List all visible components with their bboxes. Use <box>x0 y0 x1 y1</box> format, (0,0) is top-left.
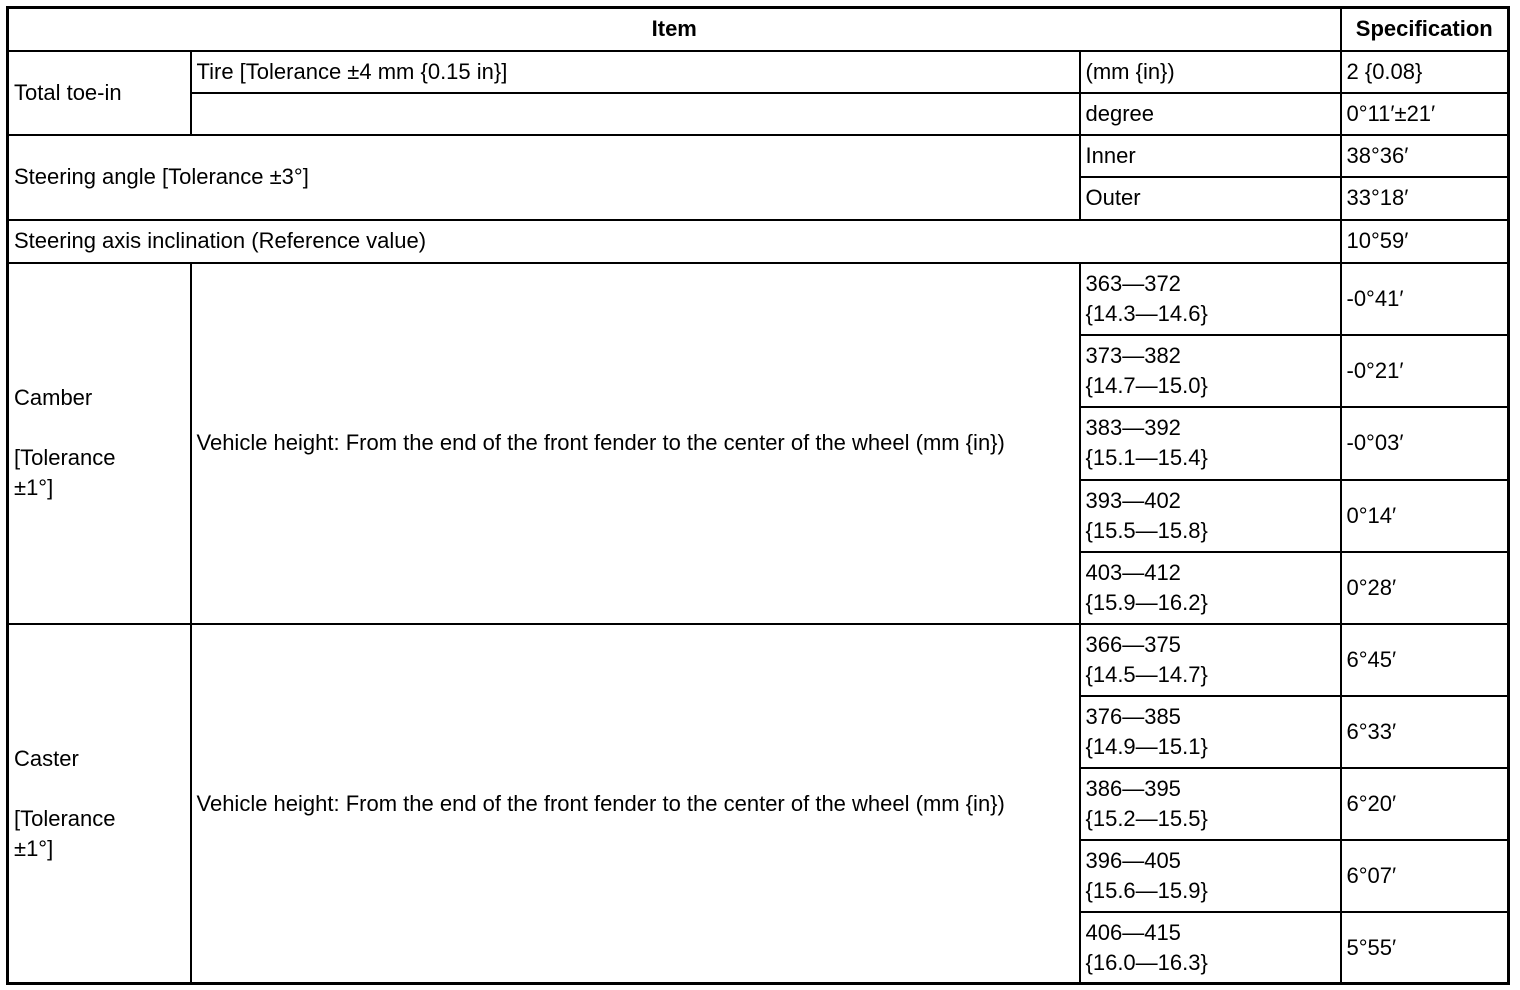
camber-height-text: 403—412 {15.9—16.2} <box>1085 559 1208 615</box>
camber-height <box>1080 335 1341 407</box>
caster-height-text: 396—405 {15.6—15.9} <box>1085 848 1208 904</box>
axis-inclination-label: Steering axis inclination (Reference value) <box>8 220 1341 263</box>
camber-height <box>1080 480 1341 552</box>
caster-height-text: 376—385 {14.9—15.1} <box>1085 704 1208 760</box>
toe-in-value-degree: 0°11′±21′ <box>1341 93 1509 135</box>
caster-label <box>8 624 191 984</box>
camber-height-text: 393—402 {15.5—15.8} <box>1085 487 1208 543</box>
toe-in-row-degree <box>8 93 1509 135</box>
caster-label-text: Caster [Tolerance ±1°] <box>14 745 116 861</box>
caster-height <box>1080 840 1341 912</box>
header-row <box>8 8 1509 51</box>
camber-label-text: Camber [Tolerance ±1°] <box>14 385 116 501</box>
toe-in-row-mm <box>8 51 1509 93</box>
camber-height <box>1080 407 1341 480</box>
camber-value: 0°28′ <box>1341 552 1509 624</box>
toe-in-unit-degree: degree <box>1080 93 1341 135</box>
caster-height <box>1080 624 1341 696</box>
toe-in-label: Total toe-in <box>8 51 191 135</box>
toe-in-unit-mm: (mm {in}) <box>1080 51 1341 93</box>
steering-angle-inner-value: 38°36′ <box>1341 135 1509 177</box>
camber-condition: Vehicle height: From the end of the front fender to the center of the wheel (mm {in}) <box>191 263 1080 624</box>
specification-table <box>6 6 1510 985</box>
caster-height-text: 366—375 {14.5—14.7} <box>1085 632 1208 688</box>
header-specification: Specification <box>1341 8 1509 51</box>
header-item: Item <box>8 8 1341 51</box>
caster-value: 6°45′ <box>1341 624 1509 696</box>
axis-inclination-value: 10°59′ <box>1341 220 1509 263</box>
caster-row <box>8 624 1509 696</box>
steering-angle-label: Steering angle [Tolerance ±3°] <box>8 135 1080 220</box>
camber-height <box>1080 552 1341 624</box>
caster-height <box>1080 768 1341 840</box>
caster-value: 6°07′ <box>1341 840 1509 912</box>
camber-value: -0°03′ <box>1341 407 1509 480</box>
toe-in-tire-label: Tire [Tolerance ±4 mm {0.15 in}] <box>191 51 1080 93</box>
camber-height <box>1080 263 1341 335</box>
camber-value: -0°21′ <box>1341 335 1509 407</box>
caster-condition: Vehicle height: From the end of the front fender to the center of the wheel (mm {in}) <box>191 624 1080 984</box>
camber-value: -0°41′ <box>1341 263 1509 335</box>
axis-inclination-row <box>8 220 1509 263</box>
toe-in-value-mm: 2 {0.08} <box>1341 51 1509 93</box>
caster-height <box>1080 696 1341 768</box>
caster-height-text: 386—395 {15.2—15.5} <box>1085 776 1208 832</box>
steering-angle-outer-label: Outer <box>1080 177 1341 220</box>
camber-label <box>8 263 191 624</box>
caster-height-text: 406—415 {16.0—16.3} <box>1085 919 1208 975</box>
toe-in-empty-cell <box>191 93 1080 135</box>
caster-height <box>1080 912 1341 983</box>
camber-row <box>8 263 1509 335</box>
steering-angle-row-inner <box>8 135 1509 177</box>
camber-height-text: 373—382 {14.7—15.0} <box>1085 342 1208 398</box>
camber-value: 0°14′ <box>1341 480 1509 552</box>
camber-height-text: 363—372 {14.3—14.6} <box>1085 270 1208 326</box>
steering-angle-inner-label: Inner <box>1080 135 1341 177</box>
caster-value: 6°33′ <box>1341 696 1509 768</box>
steering-angle-outer-value: 33°18′ <box>1341 177 1509 220</box>
caster-value: 6°20′ <box>1341 768 1509 840</box>
camber-height-text: 383—392 {15.1—15.4} <box>1085 415 1208 471</box>
caster-value: 5°55′ <box>1341 912 1509 983</box>
